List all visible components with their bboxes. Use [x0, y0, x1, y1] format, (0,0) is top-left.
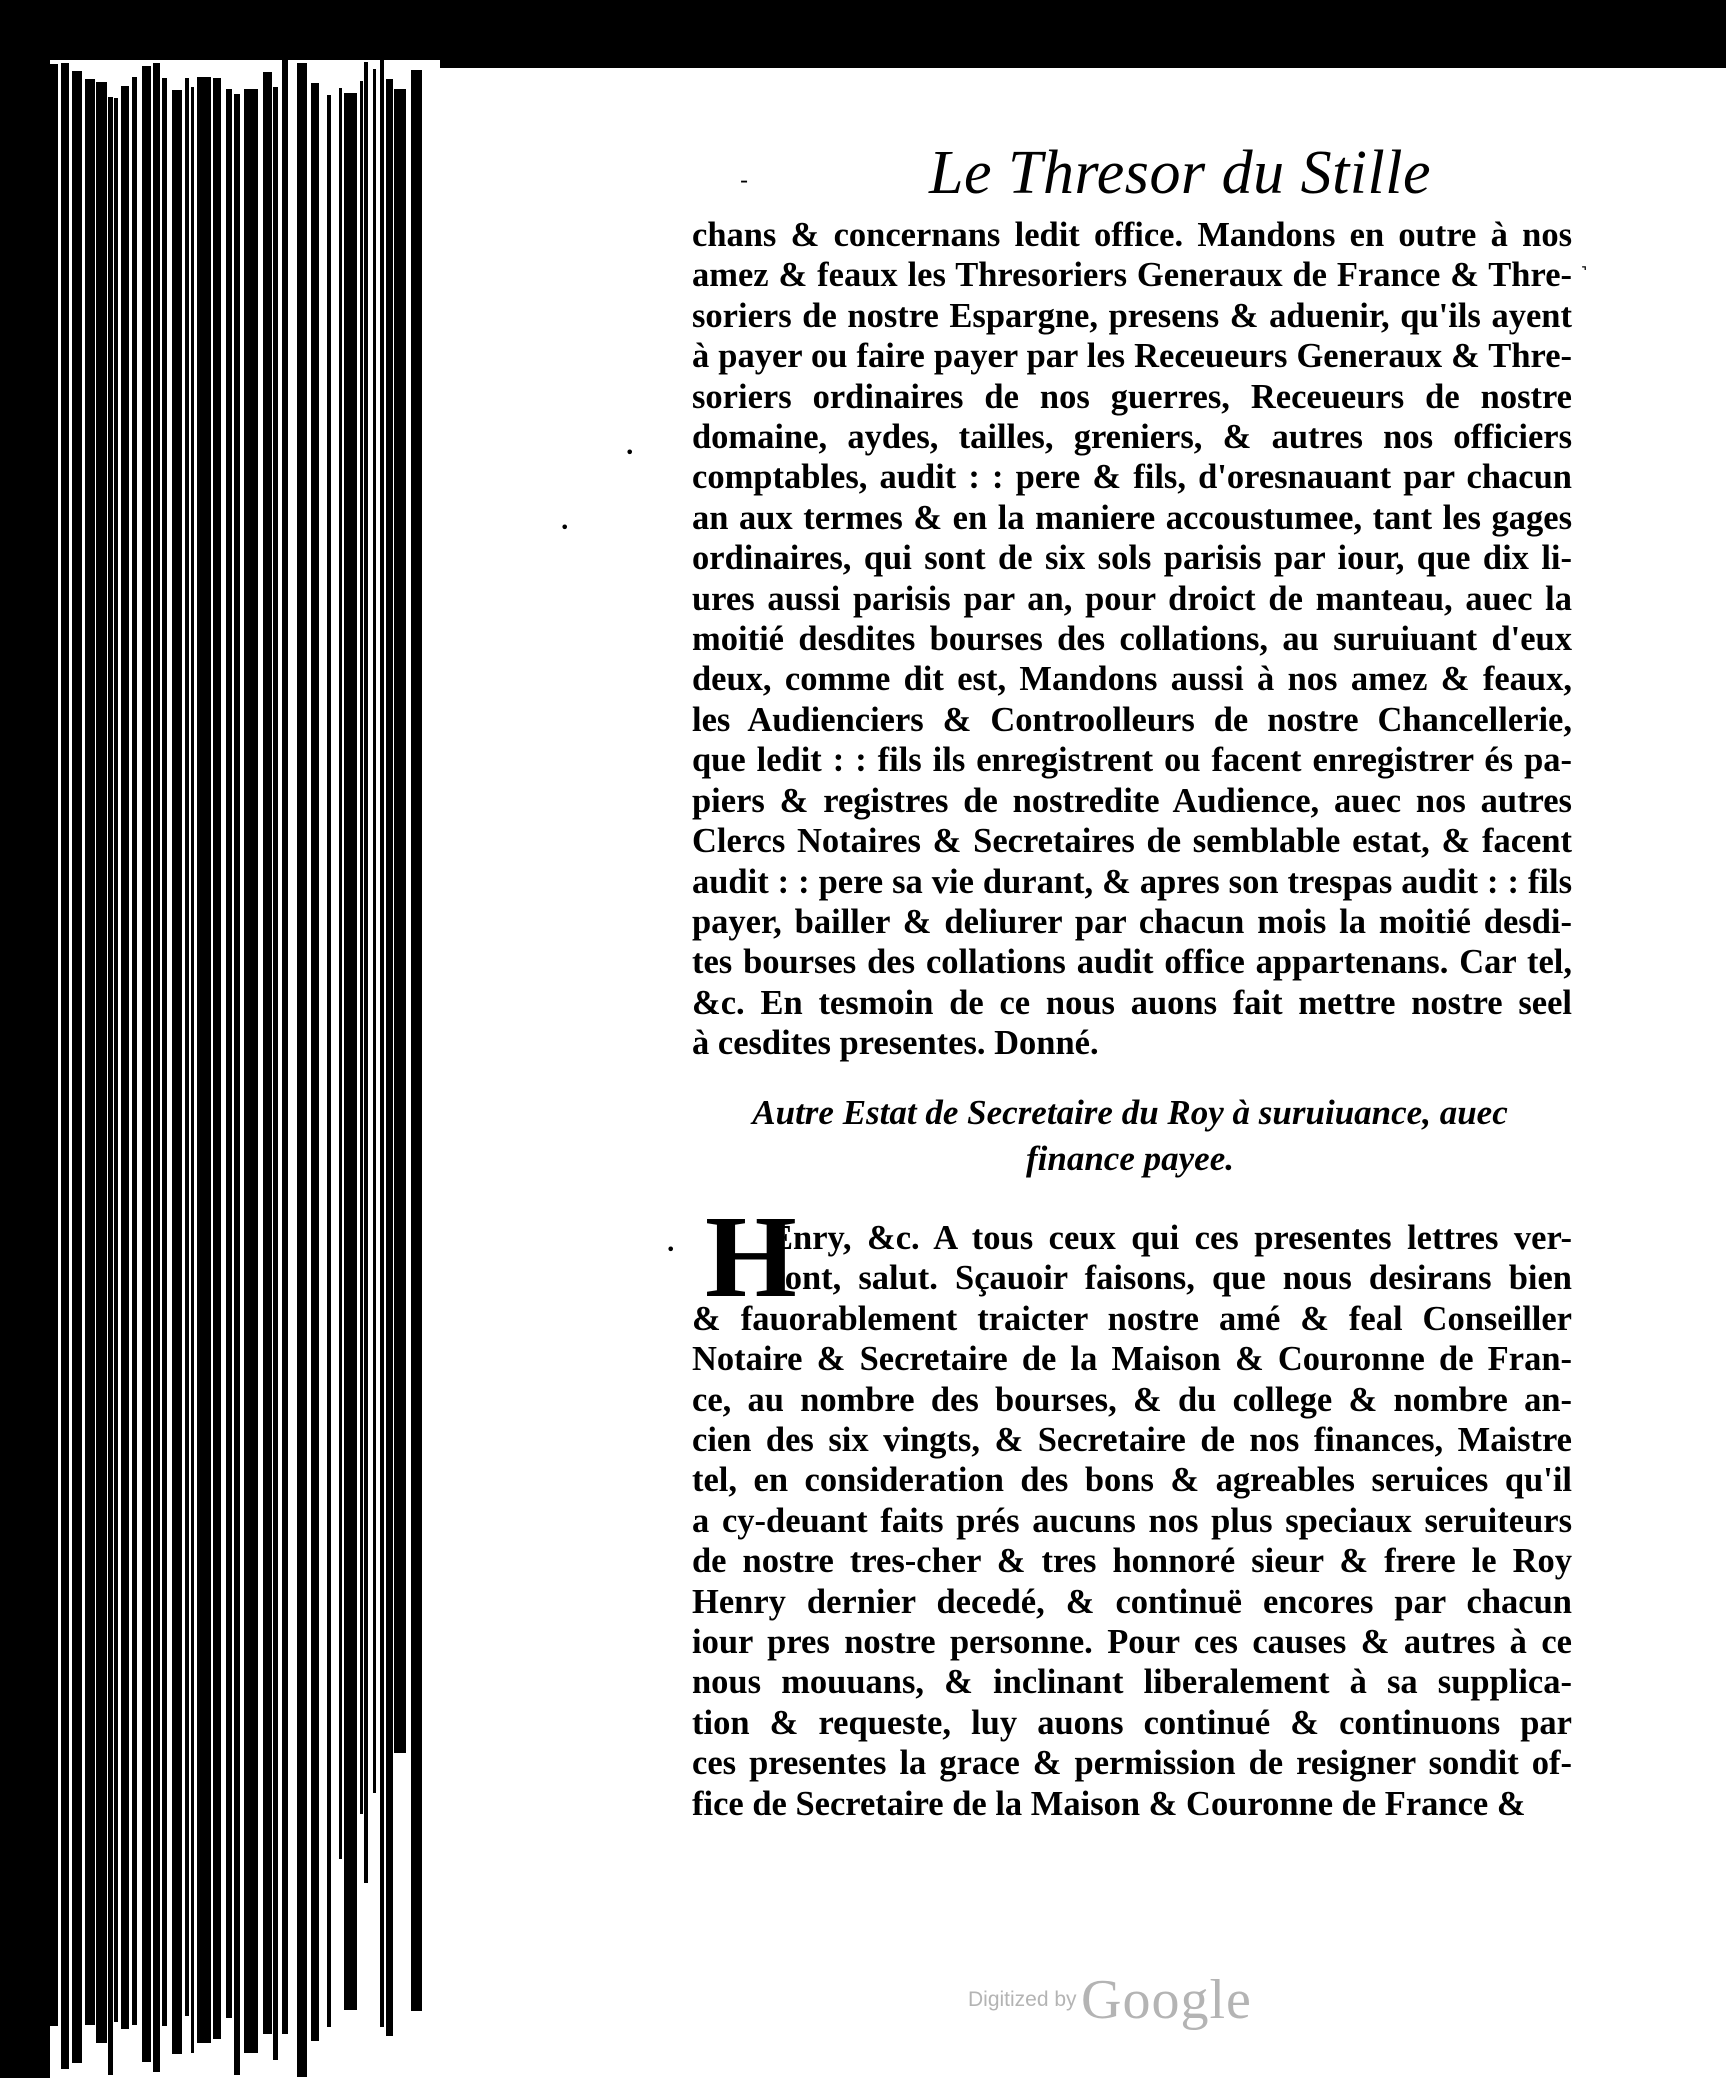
fore-edge-stripe: [114, 98, 118, 2022]
text-line: soriers ordinaires de nos guerres, Receueurs de nostre: [692, 377, 1572, 416]
text-line: & fauorablement traicter nostre amé & feal Conseiller: [692, 1299, 1572, 1338]
scan-speck: -: [740, 166, 749, 194]
fore-edge-stripe: [172, 90, 182, 2054]
text-line: comptables, audit : : pere & fils, d'oresnauant par chacun: [692, 458, 1572, 497]
fore-edge-stripe: [85, 79, 95, 2025]
fore-edge-stripe: [344, 93, 357, 2010]
fore-edge-stripe: [386, 79, 393, 2036]
fore-edge-solid: [0, 60, 50, 2078]
fore-edge-stripe: [297, 63, 307, 2077]
fore-edge-stripe: [191, 87, 194, 2053]
body-text-block: [692, 215, 1572, 1064]
drop-cap: H: [705, 1191, 797, 1322]
text-line: payer, bailler & deliurer par chacun mois la moitié desdi-: [692, 902, 1572, 941]
text-line: ordinaires, qui sont de six sols parisis par iour, que dix li-: [692, 539, 1572, 578]
fore-edge-stripe: [121, 86, 129, 2029]
text-line: cien des six vingts, & Secretaire de nos finances, Maistre: [692, 1421, 1572, 1460]
fore-edge-stripe: [226, 89, 232, 2018]
section-heading-line: Autre Estat de Secretaire du Roy à suruiuance, auec: [752, 1093, 1508, 1132]
fore-edge-stripe: [162, 78, 167, 2026]
fore-edge-stripe: [61, 63, 69, 2069]
fore-edge-stripe: [244, 89, 258, 2053]
text-line: de nostre tres-cher & tres honnoré sieur & frere le Roy: [692, 1542, 1572, 1581]
fore-edge-stripe: [394, 89, 406, 1753]
text-line: soriers de nostre Espargne, presens & aduenir, qu'ils ayent: [692, 296, 1572, 335]
scan-top-border: [0, 0, 1726, 68]
fore-edge-stripe: [142, 66, 151, 2062]
text-line: à cesdites presentes. Donné.: [692, 1024, 1099, 1063]
section-heading: [700, 1090, 1560, 1182]
text-line: &c. En tesmoin de ce nous auons fait mettre nostre seel: [692, 983, 1572, 1022]
fore-edge-stripe: [364, 62, 368, 1883]
fore-edge-stripe: [185, 78, 189, 2016]
fore-edge-stripe: [273, 87, 278, 2060]
fore-edge-stripe: [282, 60, 288, 2034]
fore-edge-stripe: [96, 82, 107, 2043]
fore-edge-stripe: [380, 60, 384, 2027]
fore-edge-stripe: [213, 78, 221, 2039]
fore-edge-stripes: [0, 60, 440, 2078]
fore-edge-stripe: [411, 70, 422, 2011]
text-line: Enry, &c. A tous ceux qui ces presentes lettres ver-: [770, 1219, 1572, 1257]
scan-speck: •: [625, 443, 635, 462]
fore-edge-stripe: [339, 88, 342, 1859]
text-line: deux, comme dit est, Mandons aussi à nos amez & feaux,: [692, 660, 1572, 699]
text-line: tel, en consideration des bons & agreables seruices qu'il: [692, 1461, 1572, 1500]
fore-edge-stripe: [108, 97, 113, 2075]
text-line: que ledit : : fils ils enregistrent ou facent enregistrer és pa-: [692, 741, 1572, 780]
text-line: Clercs Notaires & Secretaires de semblable estat, & facent: [692, 822, 1572, 861]
scan-speck: ˺: [1580, 260, 1588, 288]
watermark-small-text: Digitized by: [968, 1988, 1077, 2011]
scan-speck: •: [666, 1240, 676, 1259]
fore-edge-stripe: [50, 64, 58, 2026]
text-line: ces presentes la grace & permission de resigner sondit of-: [692, 1744, 1572, 1783]
body-text-block-2: [692, 1218, 1572, 1824]
text-line: a cy-deuant faits prés aucuns nos plus speciaux seruiteurs: [692, 1501, 1572, 1540]
fore-edge-stripe: [360, 81, 363, 1814]
text-line: ce, au nombre des bourses, & du college & nombre an-: [692, 1380, 1572, 1419]
text-line: iour pres nostre personne. Pour ces causes & autres à ce: [692, 1623, 1572, 1662]
running-head: Le Thresor du Stille: [928, 139, 1431, 207]
section-heading-line: finance payee.: [1026, 1139, 1234, 1178]
scan-speck: •: [560, 518, 570, 537]
text-line: audit : : pere sa vie durant, & apres son trespas audit : : fils: [692, 862, 1572, 901]
fore-edge-stripe: [327, 95, 331, 2027]
text-line: les Audienciers & Controolleurs de nostre Chancellerie,: [692, 700, 1572, 739]
book-fore-edge: [0, 60, 440, 2078]
text-line: nous mouuans, & inclinant liberalement à sa supplica-: [692, 1663, 1572, 1702]
text-line: chans & concernans ledit office. Mandons en outre à nos: [692, 216, 1572, 254]
text-line: ures aussi parisis par an, pour droict de manteau, auec la: [692, 579, 1572, 618]
text-line: à payer ou faire payer par les Receueurs Generaux & Thre-: [692, 337, 1572, 376]
fore-edge-stripe: [132, 77, 137, 2025]
digitized-by-google-watermark: [968, 1968, 1252, 2032]
fore-edge-stripe: [373, 69, 376, 1793]
text-line: fice de Secretaire de la Maison & Couronne de France &: [692, 1784, 1526, 1823]
text-line: ront, salut. Sçauoir faisons, que nous desirans bien: [770, 1259, 1572, 1298]
text-line: Notaire & Secretaire de la Maison & Couronne de Fran-: [692, 1340, 1572, 1379]
text-line: piers & registres de nostredite Audience, auec nos autres: [692, 781, 1572, 820]
text-line: moitié desdites bourses des collations, au suruiuant d'eux: [692, 620, 1572, 659]
text-line: Henry dernier decedé, & continuë encores par chacun: [692, 1582, 1572, 1621]
text-line: amez & feaux les Thresoriers Generaux de France & Thre-: [692, 256, 1572, 295]
text-line: domaine, aydes, tailles, greniers, & autres nos officiers: [692, 418, 1572, 457]
fore-edge-stripe: [263, 72, 272, 2034]
fore-edge-stripe: [234, 94, 240, 2075]
text-line: tion & requeste, luy auons continué & continuons par: [692, 1703, 1572, 1742]
fore-edge-stripe: [153, 63, 160, 2072]
google-wordmark: Google: [1081, 1969, 1252, 2031]
fore-edge-stripe: [197, 77, 211, 2043]
fore-edge-stripe: [311, 83, 319, 2041]
text-line: an aux termes & en la maniere accoustumee, tant les gages: [692, 498, 1572, 537]
text-line: tes bourses des collations audit office appartenans. Car tel,: [692, 943, 1572, 982]
fore-edge-stripe: [72, 71, 82, 2063]
